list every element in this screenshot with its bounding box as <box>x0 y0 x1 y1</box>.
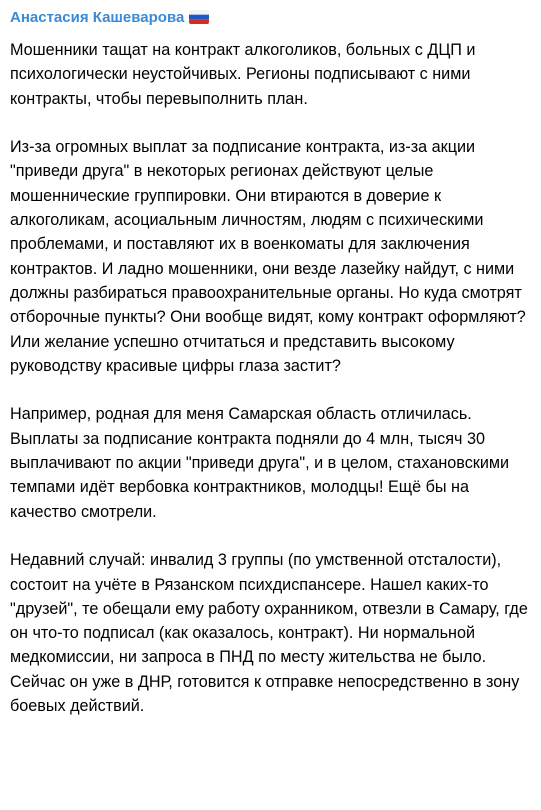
message-paragraph: Из-за огромных выплат за подписание контракта, из-за акции "приведи друга" в некоторых регионах действуют целые мошеннические группировки. Они втираются в доверие к алкоголикам, асоциальным личностям, людям с психическими проблемами, и поставляют их в военкоматы для заключения контрактов. И ладно мошенники, они везде лазейку найдут, с ними должны разбираться правоохранительные органы. Но куда смотрят отборочные пункты? Они вообще видят, кому контракт оформляют? Или желание успешно отчитаться и представить высокому руководству красивые цифры глаза застит? <box>10 138 526 375</box>
message-text <box>10 38 531 718</box>
message-paragraph: Например, родная для меня Самарская область отличилась. Выплаты за подписание контракта подняли до 4 млн, тысяч 30 выплачивают по акции "приведи друга", и в целом, стахановскими темпами идёт вербовка контрактников, молодцы! Ещё бы на качество смотрели. <box>10 405 510 521</box>
message-author[interactable] <box>10 6 531 30</box>
message-paragraph: Мошенники тащат на контракт алкоголиков, больных с ДЦП и психологически неустойчивых. Регионы подписывают с ними контракты, чтобы перевыполнить план. <box>10 41 476 108</box>
russia-flag-icon <box>189 10 209 24</box>
message-paragraph: Недавний случай: инвалид 3 группы (по умственной отсталости), состоит на учёте в Рязанском психдиспансере. Нашел каких-то "друзей", те обещали ему работу охранником, отвезли в Самару, где он что-то подписал (как оказалось, контракт). Ни нормальной медкомиссии, ни запроса в ПНД по месту жительства не было. Сейчас он уже в ДНР, готовится к отправке непосредственно в зону боевых действий. <box>10 551 528 716</box>
author-name[interactable]: Анастасия Кашеварова <box>10 9 185 26</box>
